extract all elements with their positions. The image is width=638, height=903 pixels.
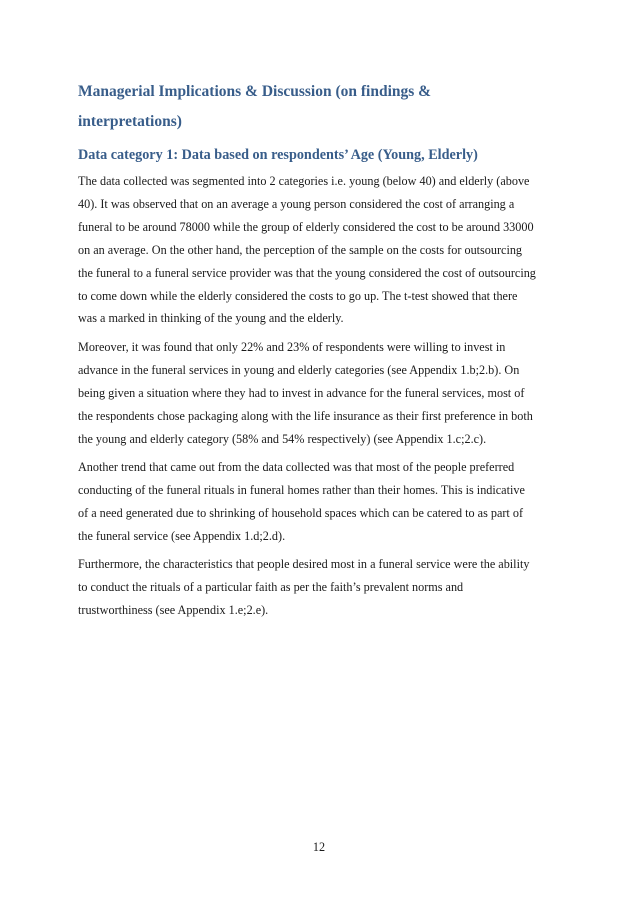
paragraph-line: funeral to be around 78000 while the group of elderly considered the cost to be around 33000 [78, 219, 534, 234]
paragraph-line: Moreover, it was found that only 22% and 23% of respondents were willing to invest in [78, 340, 506, 354]
section-heading [78, 77, 578, 137]
paragraph-line: Furthermore, the characteristics that people desired most in a funeral service were the ability [78, 557, 530, 571]
paragraph-line: to come down while the elderly considered the costs to go up. The t-test showed that there [78, 288, 518, 303]
paragraph-line: conducting of the funeral rituals in funeral homes rather than their homes. This is indicative [78, 482, 525, 497]
paragraph-line: advance in the funeral services in young and elderly categories (see Appendix 1.b;2.b). On [78, 362, 520, 377]
paragraph-line: of a need generated due to shrinking of household spaces which can be catered to as part of [78, 505, 524, 520]
section-heading-line: Managerial Implications & Discussion (on findings & [78, 83, 432, 100]
paragraph-data-segmentation [78, 170, 570, 330]
paragraph-line: being given a situation where they had to invest in advance for the funeral services, most of [78, 385, 525, 400]
paragraph-funeral-homes-trend [78, 456, 570, 548]
paragraph-line: Another trend that came out from the data collected was that most of the people preferred [78, 460, 515, 474]
paragraph-line: trustworthiness (see Appendix 1.e;2.e). [78, 602, 269, 617]
section-heading-line: interpretations) [78, 113, 182, 130]
paragraph-advance-investment [78, 336, 570, 451]
subsection-heading: Data category 1: Data based on respondents’ Age (Young, Elderly) [78, 147, 478, 163]
paragraph-line: was a marked in thinking of the young and the elderly. [78, 311, 344, 326]
paragraph-line: 40). It was observed that on an average a young person considered the cost of arranging a [78, 196, 515, 211]
paragraph-line: the funeral service (see Appendix 1.d;2.d). [78, 528, 286, 543]
page-number: 12 [312, 840, 326, 854]
paragraph-line: the funeral to a funeral service provider was that the young considered the cost of outsourcing [78, 265, 536, 280]
paragraph-line: on an average. On the other hand, the perception of the sample on the costs for outsourcing [78, 242, 523, 257]
paragraph-line: The data collected was segmented into 2 categories i.e. young (below 40) and elderly (above [78, 174, 530, 188]
paragraph-line: to conduct the rituals of a particular faith as per the faith’s prevalent norms and [78, 579, 464, 594]
paragraph-line: the respondents chose packaging along with the life insurance as their first preference in both [78, 408, 533, 423]
paragraph-line: the young and elderly category (58% and 54% respectively) (see Appendix 1.c;2.c). [78, 431, 487, 446]
paragraph-desired-characteristics [78, 553, 570, 622]
